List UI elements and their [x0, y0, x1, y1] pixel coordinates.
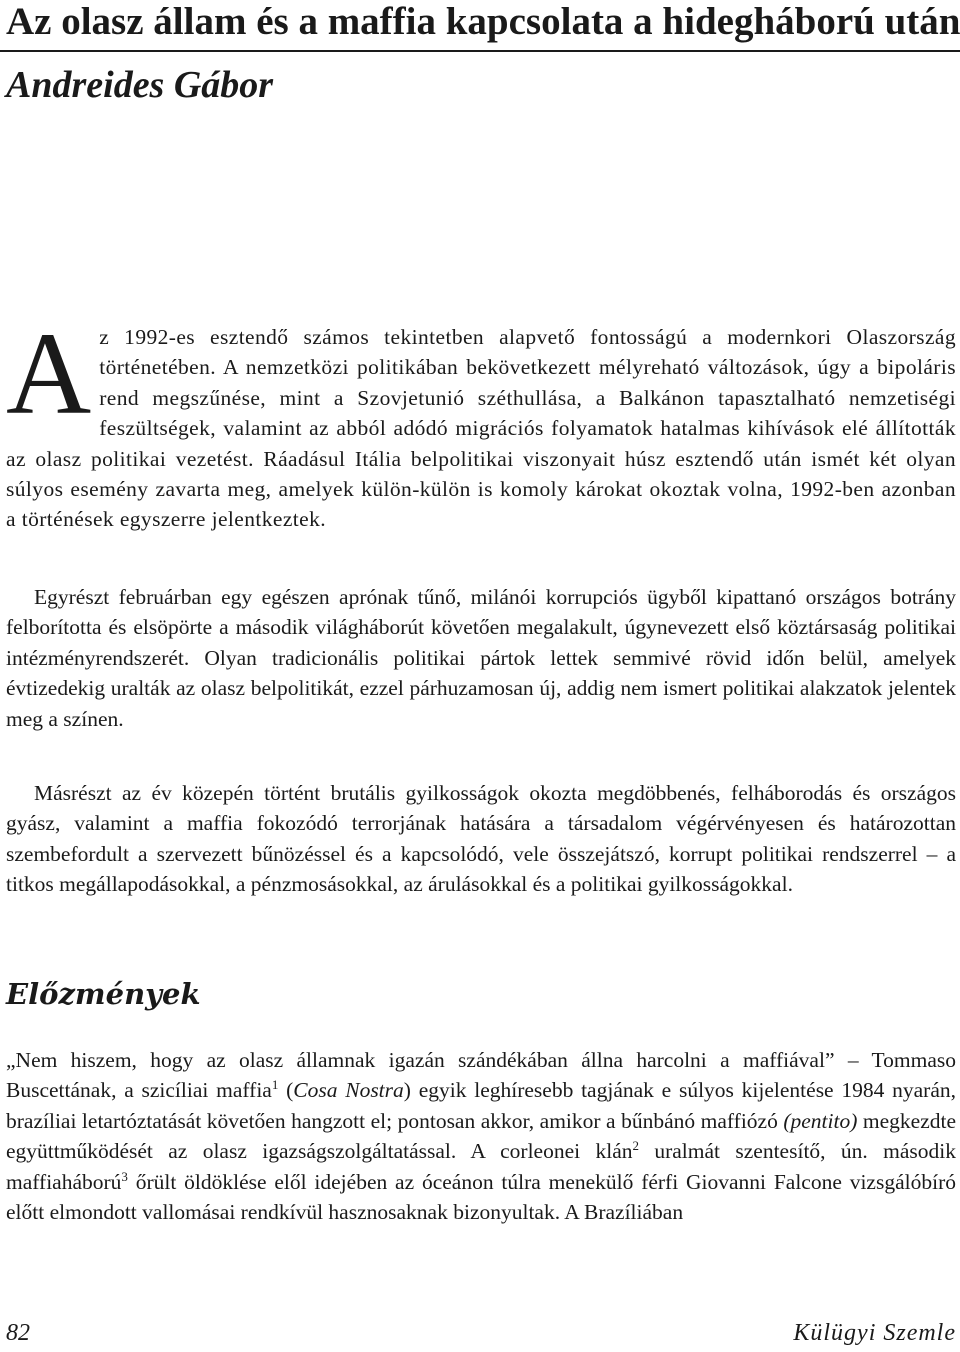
text-segment: „Nem hiszem, hogy az olasz államnak igazán szándékában állna harcolni a maffiával” – Tommaso Buscettának, a szicíliai maffia — [6, 1048, 956, 1103]
footnote-marker-1[interactable]: 1 — [271, 1077, 279, 1093]
italic-term-pentito: (pentito) — [783, 1108, 858, 1133]
page-number: 82 — [6, 1320, 30, 1346]
footnote-marker-2[interactable]: 2 — [632, 1138, 639, 1154]
paragraph-february: Egyrészt februárban egy egészen aprónak tűnő, milánói korrupciós ügyből kipattanó országos botrány felborította és elsöpörte a második világháborút követően megalakult, úgynevezett első köztársaság politikai intézményrendszerét. Olyan tradicionális politikai pártok lettek semmivé rövid időn belül, amelyek évtizedekig uralták az olasz belpolitikát, ezzel párhuzamosan új, addig nem ismert politikai alakzatok jelentek meg a színen. — [6, 585, 956, 731]
paragraph-intro — [6, 308, 956, 535]
text-segment: megkezdte együttműködését az olasz igazságszolgáltatással. A corleonei klán — [6, 1108, 956, 1164]
title-rule — [0, 50, 960, 52]
article-title: Az olasz állam és a maffia kapcsolata a hidegháború után — [6, 0, 960, 43]
italic-term-cosa-nostra: Cosa Nostra — [293, 1078, 404, 1103]
section-heading: Előzmények — [6, 977, 201, 1011]
paragraph-buscetta — [6, 1045, 956, 1227]
paragraph-midyear: Másrészt az év közepén történt brutális gyilkosságok okozta megdöbbenés, felháborodás és országos gyász, valamint a maffia fokozódó terrorjának hatására a társadalom végérvényesen és határozottan szembefordult a szervezett bűnözéssel és a kapcsolódó, vele összejátszó, korrupt politikai rendszerrel – a titkos megállapodásokkal, a pénzmosásokkal, az árulásokkal és a politikai gyilkosságokkal. — [6, 781, 956, 897]
drop-cap: A — [6, 308, 92, 439]
text-segment: ( — [278, 1078, 294, 1103]
footnote-marker-3[interactable]: 3 — [121, 1168, 128, 1184]
text-segment: őrült öldöklése elől idejében az óceánon túlra menekülő férfi Giovanni Falcone vizsgálóbíró előtt elmondott vallomásai rendkívül hasznosaknak bizonyultak. A Brazíliában — [6, 1169, 956, 1225]
paragraph-intro-text: z 1992-es esztendő számos tekintetben alapvető fontosságú a modernkori Olaszország történetében. A nemzetközi politikában bekövetkezett mélyreható változások, úgy a bipoláris rend megszűnése, mint a Szovjetunió széthullása, a Balkánon tapasztalható nemzetiségi feszültségek, valamint az abból adódó migrációs folyamatok hatalmas kihívások elé állították az olasz politikai vezetést. Ráadásul Itália belpolitikai viszonyait húsz esztendő után ismét két olyan súlyos esemény zavarta meg, amelyek külön-külön is komoly károkat okoztak volna, 1992-ben azonban a történések egyszerre jelentkeztek. — [6, 325, 956, 532]
journal-name: Külügyi Szemle — [793, 1320, 956, 1346]
text-segment: ) egyik leghíresebb tagjának e súlyos kijelentése 1984 nyarán, brazíliai letartóztatását követően hangzott el; pontosan akkor, amikor a bűnbánó maffiózó — [6, 1078, 956, 1133]
article-author: Andreides Gábor — [6, 64, 274, 106]
text-segment: uralmát szentesítő, ún. második maffiaháború — [6, 1139, 956, 1194]
